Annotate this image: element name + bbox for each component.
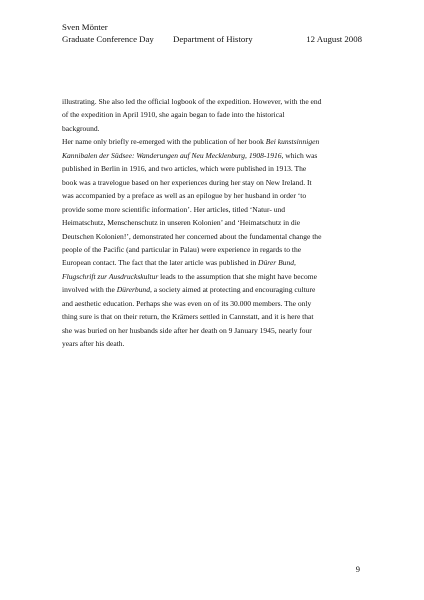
header-department: Department of History [173,33,253,44]
text-run: Her name only briefly re-emerged with the publication of her book [62,137,266,147]
text-run: Heimatschutz, Menschenschutz in unseren Kolonien’ and ‘Heimatschutz in die [62,218,301,228]
text-run: was accompanied by a preface as well as an epilogue by her husband in order ‘to [62,191,307,201]
text-line [62,324,362,337]
text-line [62,310,362,323]
text-run: published in Berlin in 1916, and two articles, which were published in 1913. The [62,164,307,174]
text-run: background. [62,123,100,133]
text-line [62,337,362,350]
text-run: involved with the [62,285,117,295]
italic-title: Flugschrift zur Ausdruckskultur [62,271,159,281]
text-run: European contact. The fact that the later article was published in [62,258,259,268]
text-line [62,122,362,135]
text-line [62,95,362,108]
page-header [62,22,362,46]
text-run: book was a travelogue based on her experiences during her stay on New Ireland. It [62,177,312,187]
text-run: people of the Pacific (and particular in Palau) were experience in regards to the [62,244,302,254]
text-line [62,270,362,283]
italic-title: Dürerbund [116,285,150,295]
text-line [62,108,362,121]
text-line [62,256,362,269]
italic-title: Dürer Bund, [258,258,296,268]
text-run: of the expedition in April 1910, she again began to fade into the historical [62,110,285,120]
text-line [62,176,362,189]
text-run: Deutschen Kolonien!’, demonstrated her concerned about the fundamental change the [62,231,322,241]
page-number: 9 [355,564,360,574]
italic-title: Kannibalen der Südsee: Wanderungen auf Neu Mecklenburg, 1908-1916 [62,150,282,160]
text-line [62,216,362,229]
text-line [62,243,362,256]
text-line [62,135,362,148]
header-info-row [62,34,362,46]
text-line [62,297,362,310]
text-line [62,149,362,162]
body-text [62,95,362,351]
text-run: years after his death. [62,339,125,349]
text-line [62,230,362,243]
text-run: leads to the assumption that she might have become [158,271,317,281]
text-run: thing sure is that on their return, the Krämers settled in Cannstatt, and it is here that [62,312,314,322]
text-run: she was buried on her husbands side after her death on 9 January 1945, nearly four [62,325,312,335]
text-line [62,162,362,175]
text-line [62,203,362,216]
text-run: provide some more scientific information’. Her articles, titled ‘Natur- und [62,204,286,214]
text-run: and aesthetic education. Perhaps she was even on of its 30.000 members. The only [62,298,312,308]
text-line [62,189,362,202]
text-run: , a society aimed at protecting and encouraging culture [149,285,316,295]
text-run: , which was [281,150,318,160]
text-run: illustrating. She also led the official logbook of the expedition. However, with the end [62,97,322,106]
text-line [62,283,362,296]
header-author: Sven Mönter [62,22,108,32]
header-conference: Graduate Conference Day [62,33,154,44]
italic-title: Bei kunstsinnigen [265,137,320,147]
header-date: 12 August 2008 [306,33,362,44]
